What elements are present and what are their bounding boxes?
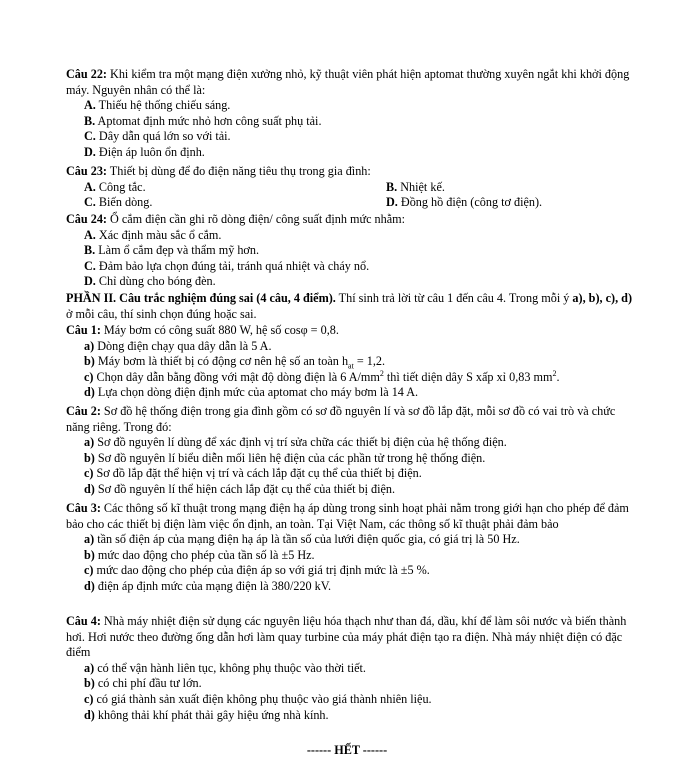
option-key: A. — [84, 98, 96, 113]
statement-text: Chọn dây dẫn bằng đồng với mật độ dòng điện là 6 A/mm — [93, 369, 380, 384]
option-row — [66, 180, 632, 196]
statement-text: Sơ đồ nguyên lí dùng để xác định vị trí sửa chữa các thiết bị điện của hệ thống điện. — [94, 435, 507, 450]
stem-text: Ổ cắm điện cần ghi rõ dòng điện/ công suất định mức nhằm: — [106, 212, 405, 226]
statement-text: Máy bơm là thiết bị có động cơ nên hệ số an toàn h — [94, 354, 349, 369]
option-text: Dây dẫn quá lớn so với tải. — [95, 129, 231, 144]
option-text: Điện áp luôn ổn định. — [95, 144, 205, 159]
statement-b — [66, 354, 632, 370]
option-row — [66, 195, 632, 211]
statement-d — [66, 385, 632, 401]
option-c — [84, 195, 386, 211]
statement-b — [66, 548, 632, 564]
statement-c — [66, 370, 632, 386]
option-key: D. — [84, 144, 96, 159]
option-key: B. — [386, 179, 398, 194]
tf-question-4 — [66, 614, 632, 723]
option-key: C. — [84, 258, 96, 273]
option-key: B. — [84, 243, 96, 258]
statement-key: c) — [84, 691, 94, 706]
option-text: Aptomat định mức nhỏ hơn công suất phụ tải. — [95, 113, 322, 128]
statement-a — [66, 435, 632, 451]
statement-c — [66, 563, 632, 579]
statement-key: b) — [84, 450, 95, 465]
option-c — [66, 259, 632, 275]
question-label: Câu 2: — [66, 404, 101, 418]
option-a — [66, 228, 632, 244]
subscript: at — [348, 361, 354, 371]
statement-c — [66, 466, 632, 482]
statement-key: a) — [84, 338, 95, 353]
question-stem — [66, 614, 632, 661]
statement-text: Sơ đồ lắp đặt thể hiện vị trí và cách lắp đặt cụ thể của thiết bị điện. — [93, 466, 422, 481]
superscript: 2 — [379, 368, 384, 378]
statement-key: a) — [84, 532, 95, 547]
tf-question-1 — [66, 323, 632, 401]
option-text: Chỉ dùng cho bóng đèn. — [95, 274, 216, 289]
option-text: Xác định màu sắc ổ cắm. — [95, 227, 222, 242]
stem-text: Máy bơm có công suất 880 W, hệ số cosφ = 0,8. — [100, 323, 339, 337]
statement-a — [66, 661, 632, 677]
stem-text: Thiết bị dùng để đo điện năng tiêu thụ trong gia đình: — [106, 164, 371, 178]
option-text: Làm ổ cắm đẹp và thẩm mỹ hơn. — [95, 243, 260, 258]
statement-d — [66, 482, 632, 498]
part-instruction: Thí sinh trả lời từ câu 1 đến câu 4. Trong mỗi ý — [335, 291, 573, 305]
statement-text: mức dao động cho phép của điện áp so với giá trị định mức là ±5 %. — [93, 563, 430, 578]
option-key: C. — [84, 129, 96, 144]
statement-d — [66, 708, 632, 724]
statement-c — [66, 692, 632, 708]
stem-text: Nhà máy nhiệt điện sử dụng các nguyên liệu hóa thạch như than đá, dầu, khí để làm sôi nước và biến thành hơi. Hơi nước theo đường ống dẫn hơi làm quay turbine của máy phát điện tạo ra điện. Nhà máy nhiệt điện có đặc điểm — [66, 614, 627, 660]
option-b — [66, 243, 632, 259]
tf-question-3 — [66, 501, 632, 595]
option-text: Công tắc. — [95, 179, 146, 194]
stem-text: Khi kiểm tra một mạng điện xưởng nhỏ, kỹ thuật viên phát hiện aptomat thường xuyên ngắt khi khởi động máy. Nguyên nhân có thể là: — [66, 67, 630, 97]
question-23 — [66, 164, 632, 211]
question-stem — [66, 67, 632, 98]
statement-text: có chi phí đầu tư lớn. — [94, 676, 202, 691]
statement-text: . — [556, 369, 560, 384]
option-key: D. — [84, 274, 96, 289]
statement-key: d) — [84, 481, 95, 496]
option-key: A. — [84, 227, 96, 242]
end-marker: ------ HẾT ------ — [306, 743, 388, 757]
option-text: Đảm bảo lựa chọn đúng tải, tránh quá nhiệt và cháy nổ. — [95, 258, 370, 273]
statement-text: = 1,2. — [353, 354, 386, 369]
part-2-intro — [66, 291, 632, 322]
statement-a — [66, 532, 632, 548]
statement-b — [66, 676, 632, 692]
statement-key: c) — [84, 563, 94, 578]
option-key: A. — [84, 179, 96, 194]
statement-text: Dòng điện chạy qua dây dẫn là 5 A. — [94, 338, 272, 353]
part-heading: PHẦN II. Câu trắc nghiệm đúng sai (4 câu, 4 điểm). — [66, 291, 336, 305]
superscript: 2 — [552, 368, 557, 378]
question-stem — [66, 501, 632, 532]
statement-key: a) — [84, 660, 95, 675]
part-instruction-keys: a), b), c), d) — [572, 291, 632, 305]
statement-key: b) — [84, 547, 95, 562]
question-label: Câu 23: — [66, 164, 107, 178]
statement-key: c) — [84, 466, 94, 481]
option-key: C. — [84, 195, 96, 210]
option-d — [386, 195, 542, 211]
statement-key: d) — [84, 707, 95, 722]
option-a — [84, 180, 386, 196]
statement-text: mức dao động cho phép của tần số là ±5 Hz. — [94, 547, 315, 562]
question-label: Câu 4: — [66, 614, 101, 628]
statement-d — [66, 579, 632, 595]
question-stem — [66, 164, 632, 180]
statement-text: có thể vận hành liên tục, không phụ thuộc vào thời tiết. — [94, 660, 366, 675]
option-b — [66, 114, 632, 130]
statement-text: có giá thành sản xuất điện không phụ thuộc vào giá thành nhiên liệu. — [93, 691, 432, 706]
option-d — [66, 274, 632, 290]
option-text: Biến dòng. — [95, 195, 153, 210]
question-label: Câu 1: — [66, 323, 101, 337]
statement-text: tần số điện áp của mạng điện hạ áp là tần số của lưới điện quốc gia, có giá trị là 50 Hz. — [94, 532, 520, 547]
question-24 — [66, 212, 632, 290]
option-key: D. — [386, 195, 398, 210]
option-a — [66, 98, 632, 114]
option-text: Thiếu hệ thống chiếu sáng. — [95, 98, 231, 113]
tf-question-2 — [66, 404, 632, 498]
statement-text: không thải khí phát thải gây hiệu ứng nhà kính. — [94, 707, 329, 722]
option-c — [66, 129, 632, 145]
stem-text: Sơ đồ hệ thống điện trong gia đình gồm có sơ đồ nguyên lí và sơ đồ lắp đặt, mỗi sơ đồ có vai trò và chức năng riêng. Trong đó: — [66, 404, 616, 434]
question-22 — [66, 67, 632, 161]
option-d — [66, 145, 632, 161]
statement-text: Lựa chọn dòng điện định mức của aptomat cho máy bơm là 14 A. — [94, 385, 419, 400]
statement-a — [66, 339, 632, 355]
statement-key: d) — [84, 385, 95, 400]
question-stem — [66, 323, 632, 339]
stem-text: Các thông số kĩ thuật trong mạng điện hạ áp dùng trong sinh hoạt phải nằm trong giới hạn cho phép để đảm bảo cho các thiết bị điện làm việc ổn định, an toàn. Tại Việt Nam, các thông số kĩ thuật phải đảm bảo — [66, 501, 629, 531]
question-label: Câu 24: — [66, 212, 107, 226]
statement-key: c) — [84, 369, 94, 384]
question-label: Câu 3: — [66, 501, 101, 515]
question-stem — [66, 404, 632, 435]
option-text: Nhiệt kế. — [397, 179, 445, 194]
statement-key: a) — [84, 435, 95, 450]
option-key: B. — [84, 113, 96, 128]
question-label: Câu 22: — [66, 67, 107, 81]
statement-key: d) — [84, 578, 95, 593]
part-instruction: ở mỗi câu, thí sinh chọn đúng hoặc sai. — [66, 306, 257, 321]
statement-key: b) — [84, 354, 95, 369]
option-text: Đồng hồ điện (công tơ điện). — [397, 195, 543, 210]
statement-text: Sơ đồ nguyên lí thể hiện cách lắp đặt cụ thể của thiết bị điện. — [94, 481, 396, 496]
statement-text: điện áp định mức của mạng điện là 380/220 kV. — [94, 578, 332, 593]
option-b — [386, 180, 445, 196]
statement-b — [66, 451, 632, 467]
statement-text: Sơ đồ nguyên lí biểu diễn mối liên hệ điện của các phần tử trong hệ thống điện. — [94, 450, 486, 465]
statement-key: b) — [84, 676, 95, 691]
question-stem — [66, 212, 632, 228]
statement-text: thì tiết diện dây S xấp xỉ 0,83 mm — [383, 369, 553, 384]
